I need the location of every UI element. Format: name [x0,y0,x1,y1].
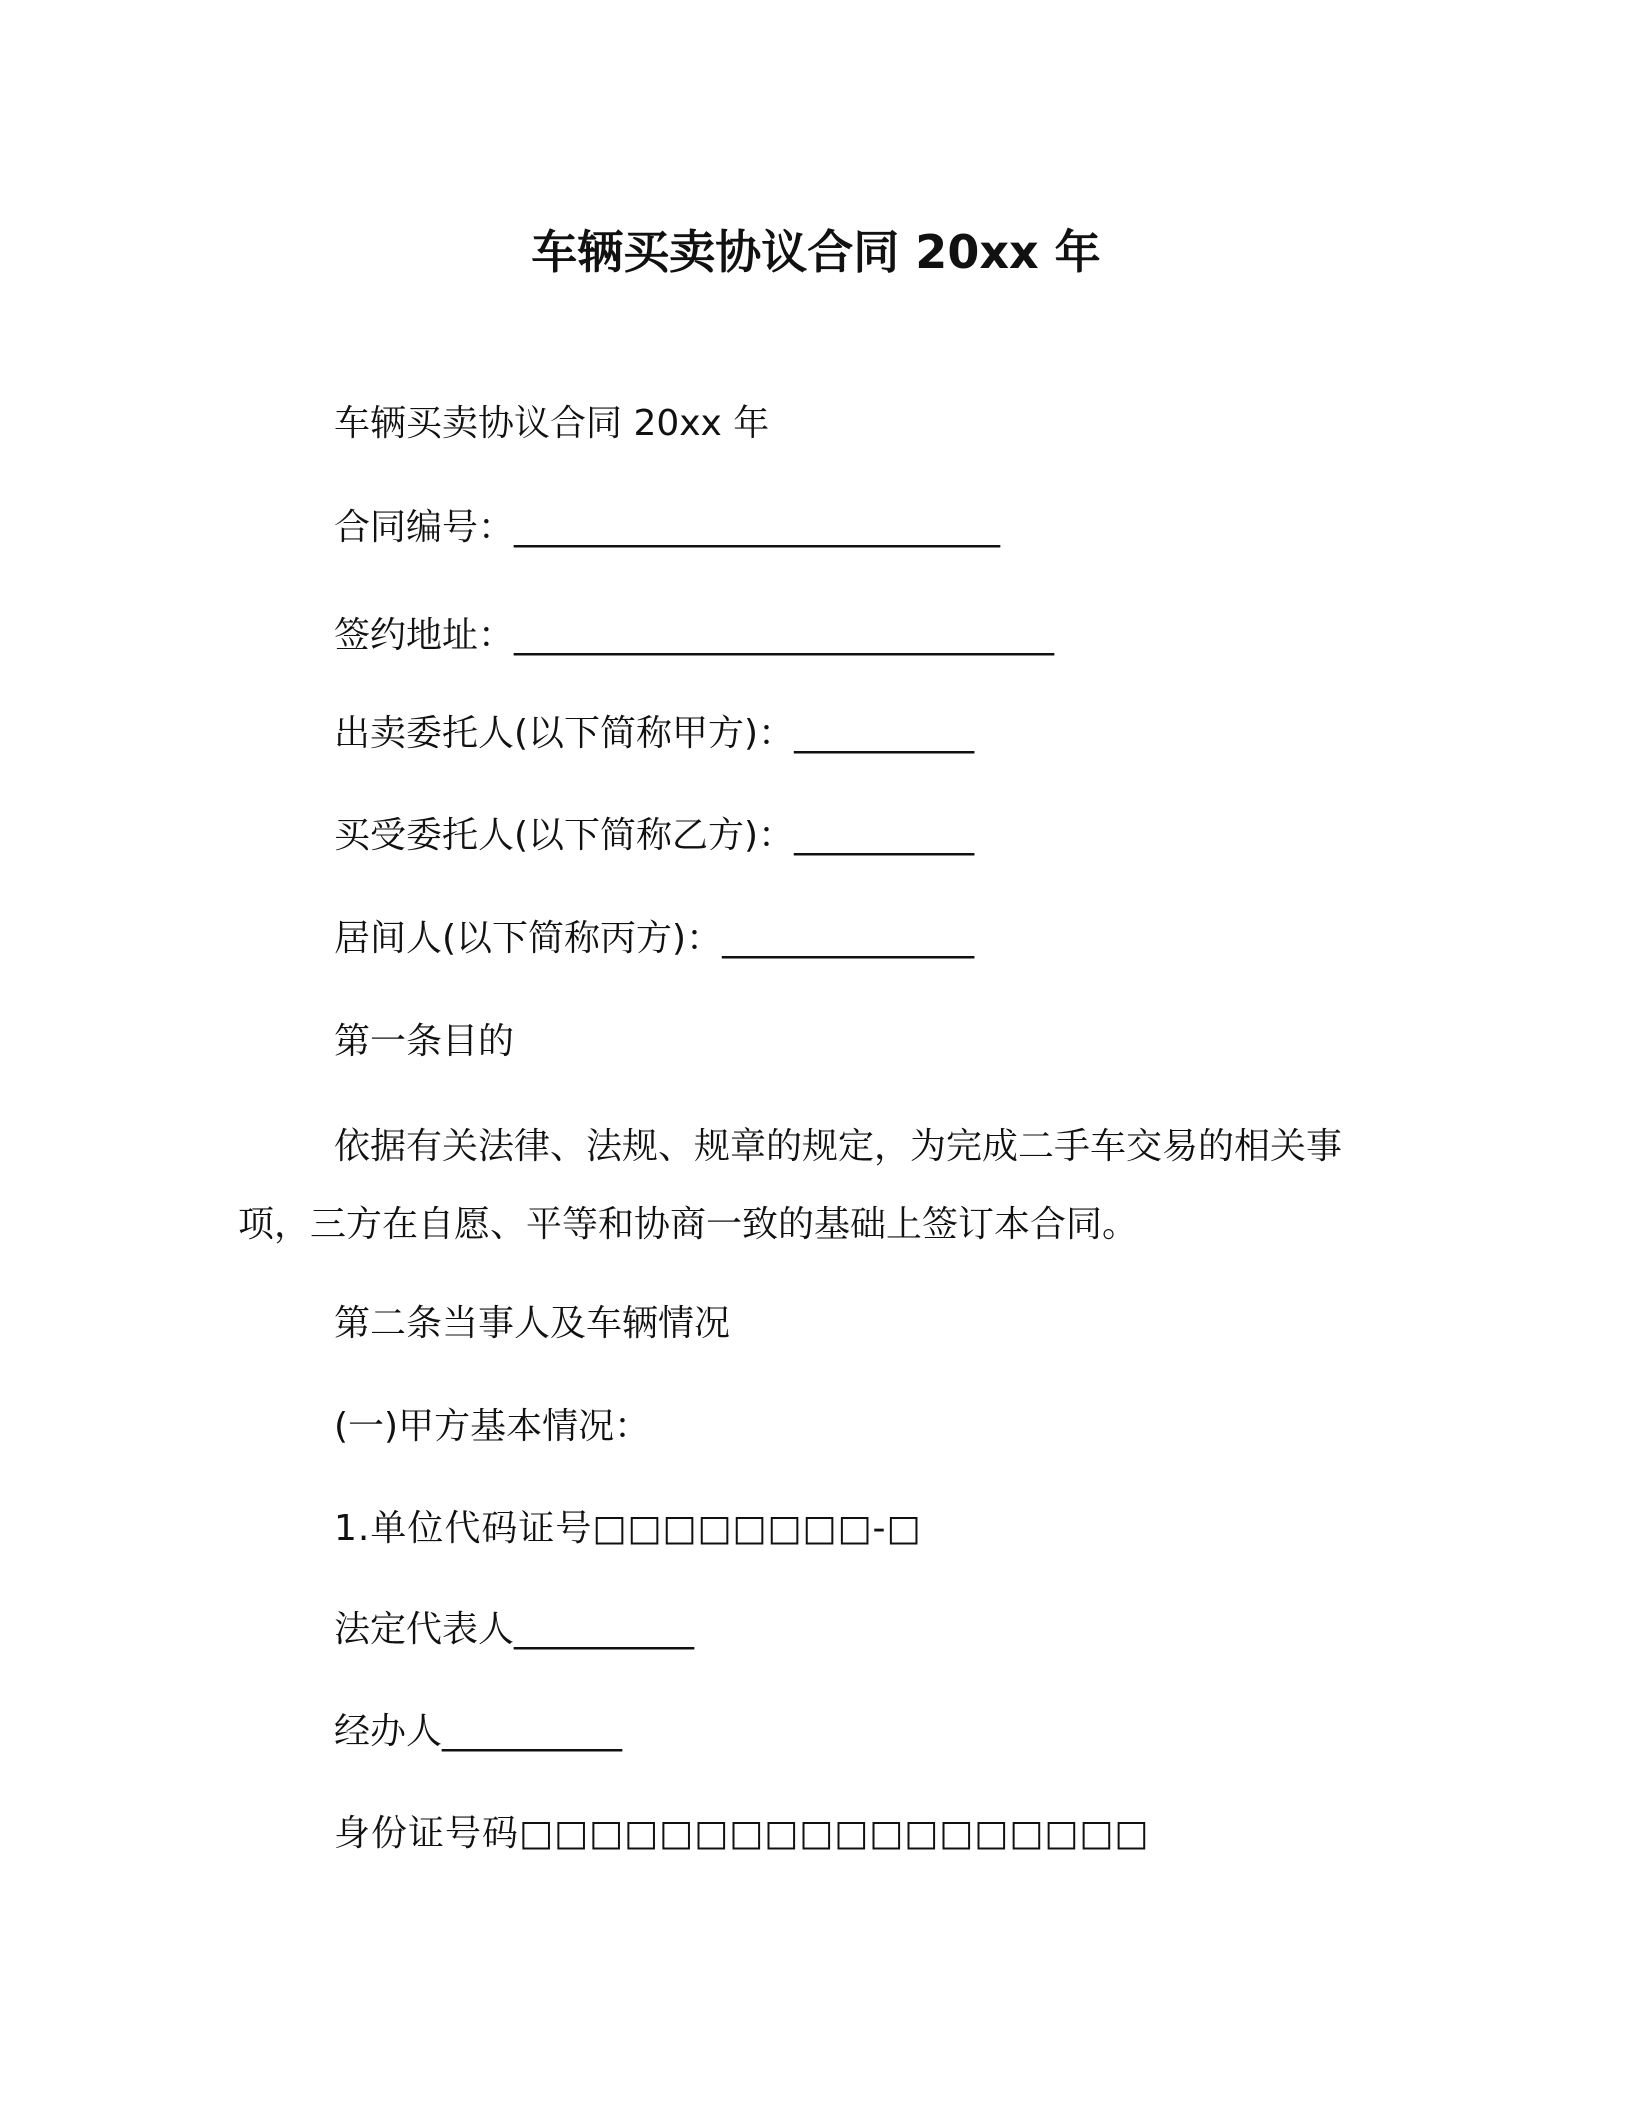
signing-address-line: 签约地址：______________________________ [334,615,1055,656]
party-a-info-heading: (一)甲方基本情况： [334,1406,651,1447]
subtitle-line: 车辆买卖协议合同 20xx 年 [334,403,770,444]
unit-code-line: 1.单位代码证号□□□□□□□□-□ [334,1508,922,1549]
contract-number-line: 合同编号：___________________________ [334,507,1001,548]
party-b-line: 买受委托人(以下简称乙方)：__________ [334,815,975,856]
article-one-heading: 第一条目的 [334,1021,515,1062]
document-title: 车辆买卖协议合同 20xx 年 [531,225,1101,279]
party-c-line: 居间人(以下简称丙方)：______________ [334,918,975,959]
article-one-paragraph: 依据有关法律、法规、规章的规定，为完成二手车交易的相关事项，三方在自愿、平等和协商一致的基础上签订本合同。 [238,1126,1343,1245]
article-two-heading: 第二条当事人及车辆情况 [334,1303,731,1344]
handler-line: 经办人__________ [334,1711,623,1752]
id-number-line: 身份证号码□□□□□□□□□□□□□□□□□□ [334,1813,1150,1854]
legal-representative-line: 法定代表人__________ [334,1609,695,1650]
party-a-line: 出卖委托人(以下简称甲方)：__________ [334,713,975,754]
